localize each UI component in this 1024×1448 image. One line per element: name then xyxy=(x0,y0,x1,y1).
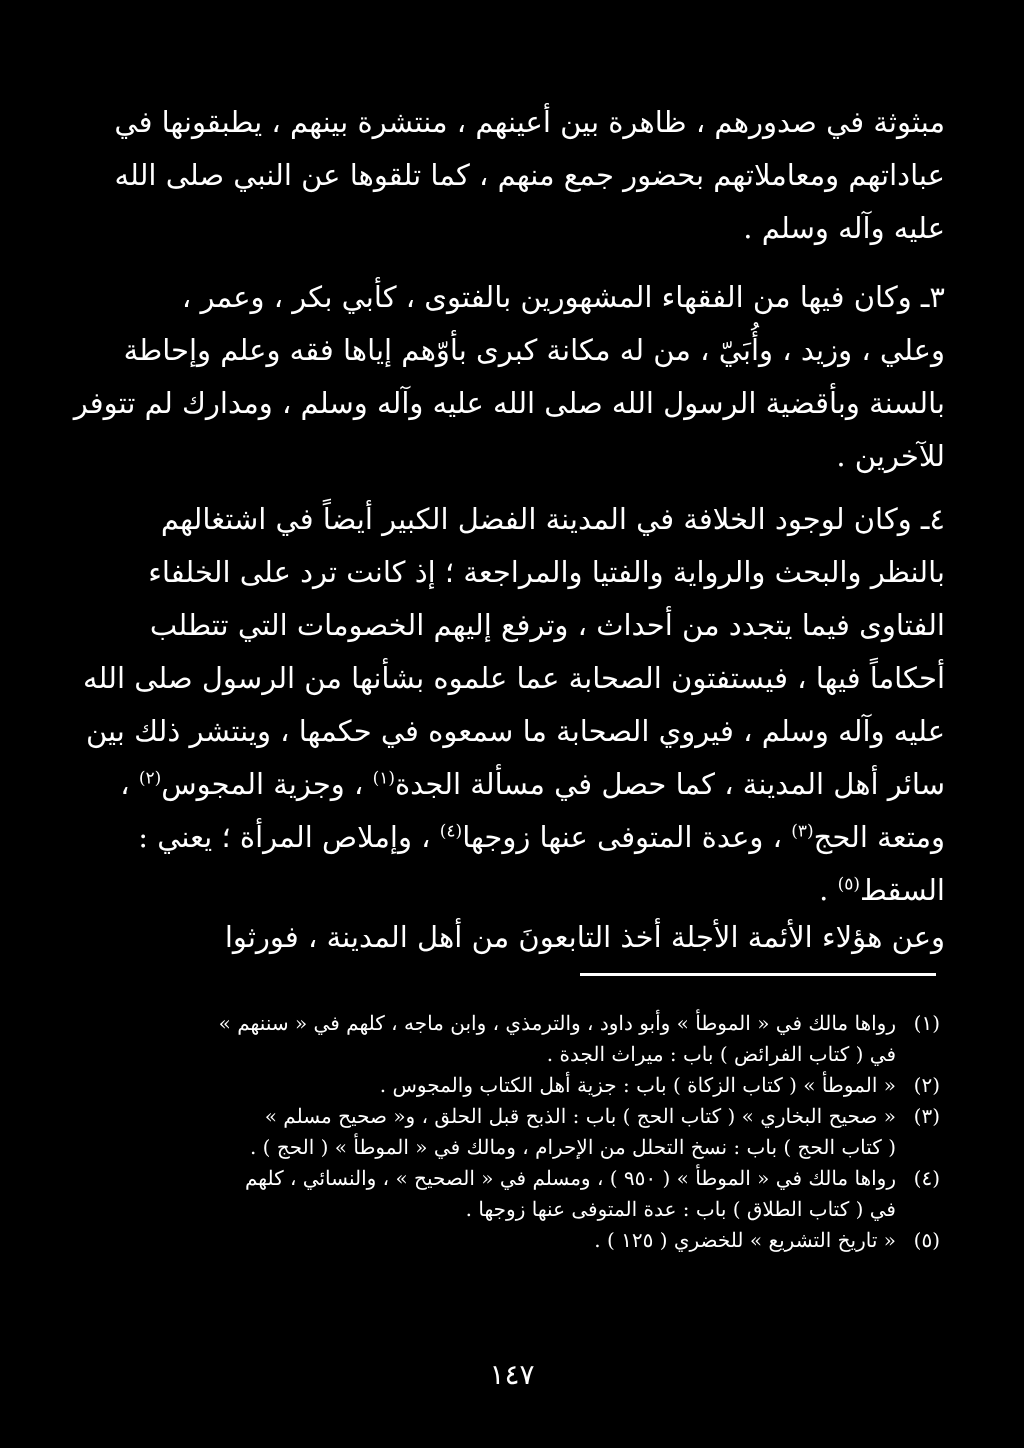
footnote-number: (٥) xyxy=(913,1228,940,1252)
paragraph-2 xyxy=(73,278,945,490)
footnote-ref[interactable]: (٥) xyxy=(837,874,861,895)
footnote-item xyxy=(140,1103,940,1134)
footnote-text: « الموطأ » ( كتاب الزكاة ) باب : جزية أهل الكتاب والمجوس . xyxy=(379,1073,896,1097)
text-line xyxy=(138,818,945,871)
footnote-text: في ( كتاب الطلاق ) باب : عدة المتوفى عنها زوجها . xyxy=(465,1197,896,1221)
text-segment: ومتعة الحج xyxy=(813,820,945,854)
footnote-ref[interactable]: (٣) xyxy=(791,821,814,842)
footnote-ref[interactable]: (٤) xyxy=(439,821,463,842)
footnote-item xyxy=(140,1134,940,1165)
text-segment: ، وعدة المتوفى عنها زوجها xyxy=(462,820,782,854)
footnote-text: ( كتاب الحج ) باب : نسخ التحلل من الإحرام ، ومالك في « الموطأ » ( الحج ) . xyxy=(249,1135,896,1159)
text-line: بالسنة وبأقضية الرسول الله صلى الله عليه وآله وسلم ، ومدارك لم تتوفر xyxy=(73,386,945,420)
footnote-item xyxy=(140,1165,940,1196)
footnotes xyxy=(140,1010,940,1258)
footnote-ref[interactable]: (٢) xyxy=(138,768,162,789)
text-line: عليه وآله وسلم . xyxy=(743,211,945,245)
text-line xyxy=(145,871,945,924)
footnote-text: « صحيح البخاري » ( كتاب الحج ) باب : الذبح قبل الحلق ، و« صحيح مسلم » xyxy=(264,1104,896,1128)
footnote-item xyxy=(140,1227,940,1258)
text-line: وعن هؤلاء الأئمة الأجلة أخذ التابعونَ من أهل المدينة ، فورثوا xyxy=(224,920,945,954)
footnote-text: رواها مالك في « الموطأ » وأبو داود ، والترمذي ، وابن ماجه ، كلهم في « سننهم » xyxy=(218,1011,896,1035)
text-line: بالنظر والبحث والرواية والفتيا والمراجعة ؛ إذ كانت ترد على الخلفاء xyxy=(148,555,945,589)
paragraph-4 xyxy=(145,918,945,971)
text-segment: ، xyxy=(120,767,130,801)
text-line: مبثوثة في صدورهم ، ظاهرة بين أعينهم ، منتشرة بينهم ، يطبقونها في xyxy=(114,105,945,139)
text-line: عباداتهم ومعاملاتهم بحضور جمع منهم ، كما تلقوها عن النبي صلى الله xyxy=(114,158,945,192)
paragraph-3 xyxy=(82,500,945,924)
footnote-text: « تاريخ التشريع » للخضري ( ١٢٥ ) . xyxy=(594,1228,896,1252)
footnote-number: (٢) xyxy=(913,1073,940,1097)
text-line xyxy=(120,765,945,818)
text-line: وعلي ، وزيد ، وأُبَيّ ، من له مكانة كبرى بأوّهم إياها فقه وعلم وإحاطة xyxy=(123,333,945,367)
text-segment: ، وجزية المجوس xyxy=(161,767,364,801)
text-line: للآخرين . xyxy=(836,439,945,473)
footnote-item xyxy=(140,1010,940,1041)
footnote-text: في ( كتاب الفرائض ) باب : ميراث الجدة . xyxy=(546,1042,896,1066)
footnote-item xyxy=(140,1196,940,1227)
footnote-divider xyxy=(580,973,936,976)
text-line: ٣ـ وكان فيها من الفقهاء المشهورين بالفتوى ، كأبي بكر ، وعمر ، xyxy=(181,280,945,314)
footnote-number: (٤) xyxy=(913,1166,940,1190)
footnote-number: (١) xyxy=(913,1011,940,1035)
text-segment: سائر أهل المدينة ، كما حصل في مسألة الجدة xyxy=(394,767,945,801)
footnote-number: (٣) xyxy=(913,1104,940,1128)
text-line: ٤ـ وكان لوجود الخلافة في المدينة الفضل الكبير أيضاً في اشتغالهم xyxy=(160,502,945,536)
page-number: ١٤٧ xyxy=(489,1358,535,1391)
footnote-ref[interactable]: (١) xyxy=(372,768,395,789)
text-line: الفتاوى فيما يتجدد من أحداث ، وترفع إليهم الخصومات التي تتطلب xyxy=(149,608,945,642)
footnote-item xyxy=(140,1072,940,1103)
footnote-item xyxy=(140,1041,940,1072)
paragraph-1 xyxy=(114,103,945,262)
footnote-text: رواها مالك في « الموطأ » ( ٩٥٠ ) ، ومسلم في « الصحيح » ، والنسائي ، كلهم xyxy=(244,1166,896,1190)
text-segment: ، وإملاص المرأة ؛ يعني : xyxy=(138,820,431,854)
text-line: عليه وآله وسلم ، فيروي الصحابة ما سمعوه في حكمها ، وينتشر ذلك بين xyxy=(85,714,945,748)
text-segment: . xyxy=(819,873,829,907)
text-line: أحكاماً فيها ، فيستفتون الصحابة عما علموه بشأنها من الرسول صلى الله xyxy=(82,661,945,695)
text-segment: السقط xyxy=(860,873,945,907)
